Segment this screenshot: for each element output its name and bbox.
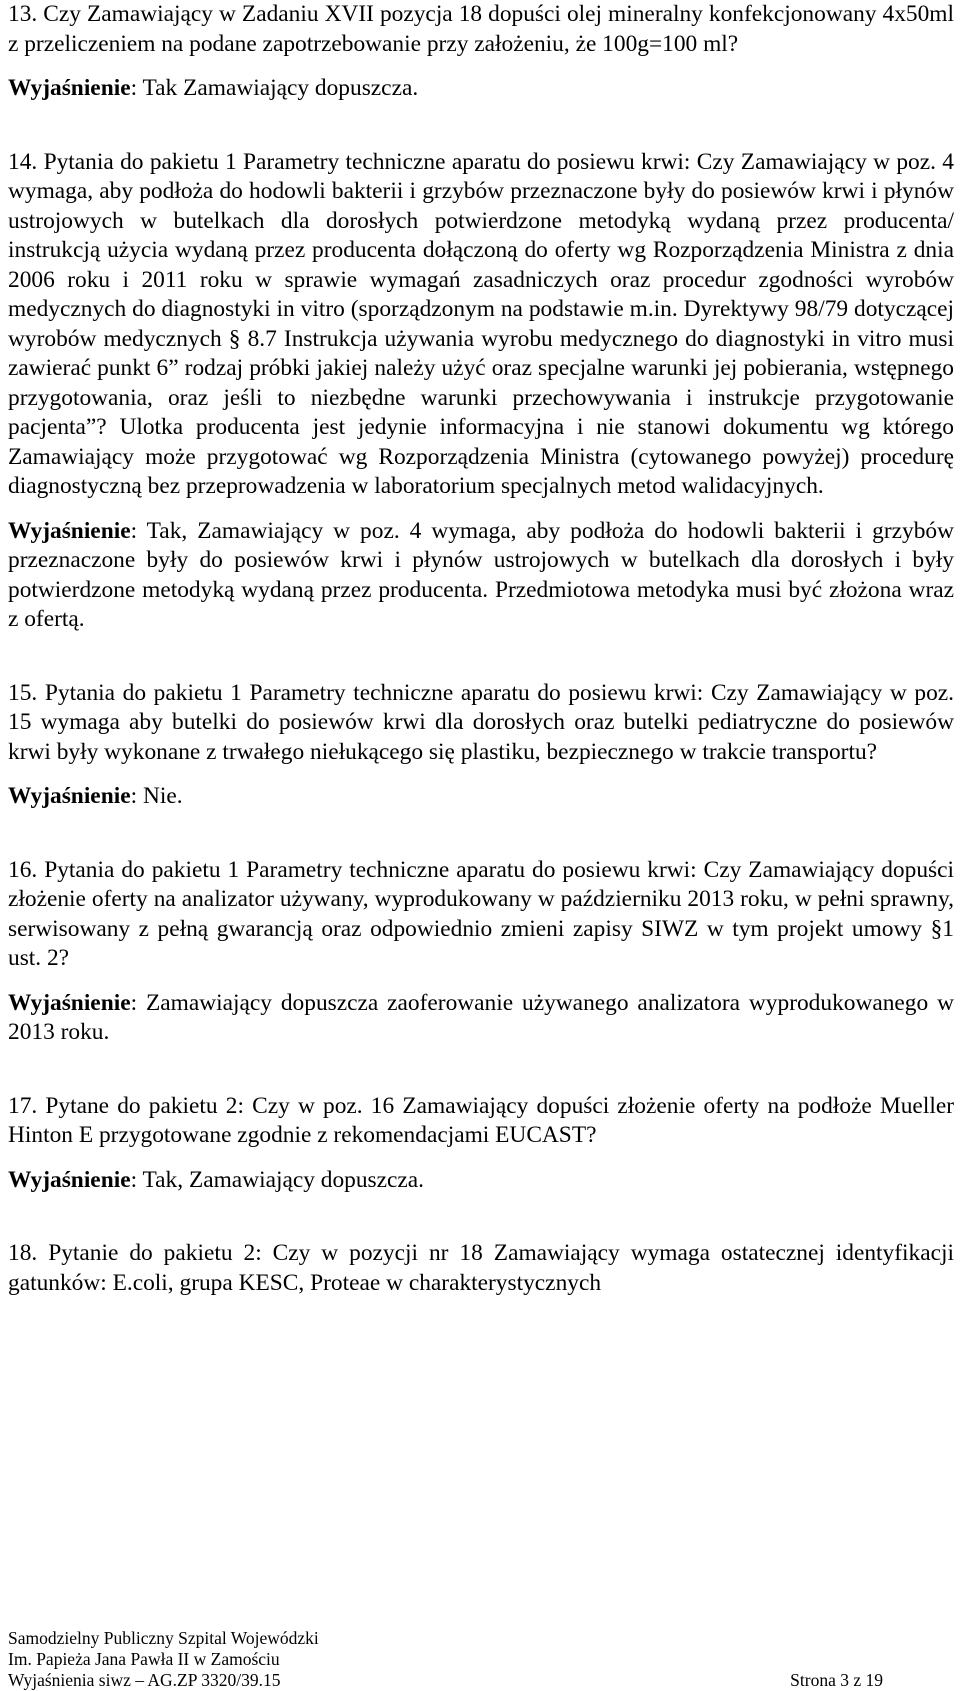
question-18: 18. Pytanie do pakietu 2: Czy w pozycji nr 18 Zamawiający wymaga ostatecznej identyfikacji gatunków: E.coli, grupa KESC, Proteae w charakterystycznych	[8, 1240, 954, 1296]
question-16: 16. Pytania do pakietu 1 Parametry techniczne aparatu do posiewu krwi: Czy Zamawiający dopuści złożenie oferty na analizator używany, wyprodukowany w październiku 2013 roku, w pełni sprawny, serwisowany z pełną gwarancją oraz odpowiednio zmieni zapisy SIWZ w tym projekt umowy §1 ust. 2?	[8, 856, 954, 971]
answer-text: : Tak, Zamawiający dopuszcza.	[130, 1166, 425, 1193]
answer-label: Wyjaśnienie	[8, 517, 131, 544]
document-body	[8, 0, 954, 1298]
answer-label: Wyjaśnienie	[8, 783, 131, 809]
question-13: 13. Czy Zamawiający w Zadaniu XVII pozycja 18 dopuści olej mineralny konfekcjonowany 4x50ml z przeliczeniem na podane zapotrzebowanie przy założeniu, że 100g=100 ml?	[8, 1, 954, 57]
footer-institution: Samodzielny Publiczny Szpital Wojewódzki	[8, 1628, 319, 1648]
answer-text: : Tak, Zamawiający w poz. 4 wymaga, aby podłoża do hodowli bakterii i grzybów przeznaczone były do posiewów krwi i płynów ustrojowych w butelkach dla dorosłych i były potwierdzone metodyką wydaną przez producenta. Przedmiotowa metodyka musi być złożona wraz z ofertą.	[8, 517, 954, 632]
answer-17	[8, 1166, 954, 1196]
page-footer	[8, 1628, 883, 1691]
footer-bottom-row	[8, 1670, 883, 1691]
answer-label: Wyjaśnienie	[8, 75, 131, 101]
footer-institution-name: Im. Papieża Jana Pawła II w Zamościu	[8, 1649, 280, 1669]
page-number: Strona 3 z 19	[790, 1670, 883, 1690]
answer-text: : Zamawiający dopuszcza zaoferowanie używanego analizatora wyprodukowanego w 2013 roku.	[8, 989, 954, 1045]
answer-text: : Nie.	[130, 783, 183, 809]
answer-text: : Tak Zamawiający dopuszcza.	[130, 75, 419, 101]
answer-15	[8, 782, 954, 812]
answer-14	[8, 517, 954, 635]
answer-label: Wyjaśnienie	[8, 1166, 131, 1193]
answer-13	[8, 74, 954, 104]
answer-label: Wyjaśnienie	[8, 989, 131, 1016]
question-14: 14. Pytania do pakietu 1 Parametry techniczne aparatu do posiewu krwi: Czy Zamawiający w poz. 4 wymaga, aby podłoża do hodowli bakterii i grzybów przeznaczone były do posiewów krwi i płynów ustrojowych w butelkach dla dorosłych potwierdzone metodyką wydaną przez producenta/ instrukcją użycia wydaną przez producenta dołączoną do oferty wg Rozporządzenia Ministra z dnia 2006 roku i 2011 roku w sprawie wymagań zasadniczych oraz procedur zgodności wyrobów medycznych do diagnostyki in vitro (sporządzonym na podstawie m.in. Dyrektywy 98/79 dotyczącej wyrobów medycznych § 8.7 Instrukcja używania wyrobu medycznego do diagnostyki in vitro musi zawierać punkt 6” rodzaj próbki jakiej należy użyć oraz specjalne warunki jej pobierania, wstępnego przygotowania, oraz jeśli to niezbędne warunki przechowywania i instrukcje przygotowanie pacjenta”? Ulotka producenta jest jedynie informacyjna i nie stanowi dokumentu wg którego Zamawiający może przygotować wg Rozporządzenia Ministra (cytowanego powyżej) procedurę diagnostyczną bez przeprowadzenia w laboratorium specjalnych metod walidacyjnych.	[8, 148, 954, 499]
question-15: 15. Pytania do pakietu 1 Parametry techniczne aparatu do posiewu krwi: Czy Zamawiający w poz. 15 wymaga aby butelki do posiewów krwi dla dorosłych oraz butelki pediatryczne do posiewów krwi były wykonane z trwałego niełukącego się plastiku, bezpiecznego w trakcie transportu?	[8, 679, 954, 765]
answer-16	[8, 989, 954, 1048]
question-17: 17. Pytane do pakietu 2: Czy w poz. 16 Zamawiający dopuści złożenie oferty na podłoże Mueller Hinton E przygotowane zgodnie z rekomendacjami EUCAST?	[8, 1092, 954, 1148]
footer-reference: Wyjaśnienia siwz – AG.ZP 3320/39.15	[8, 1670, 281, 1690]
